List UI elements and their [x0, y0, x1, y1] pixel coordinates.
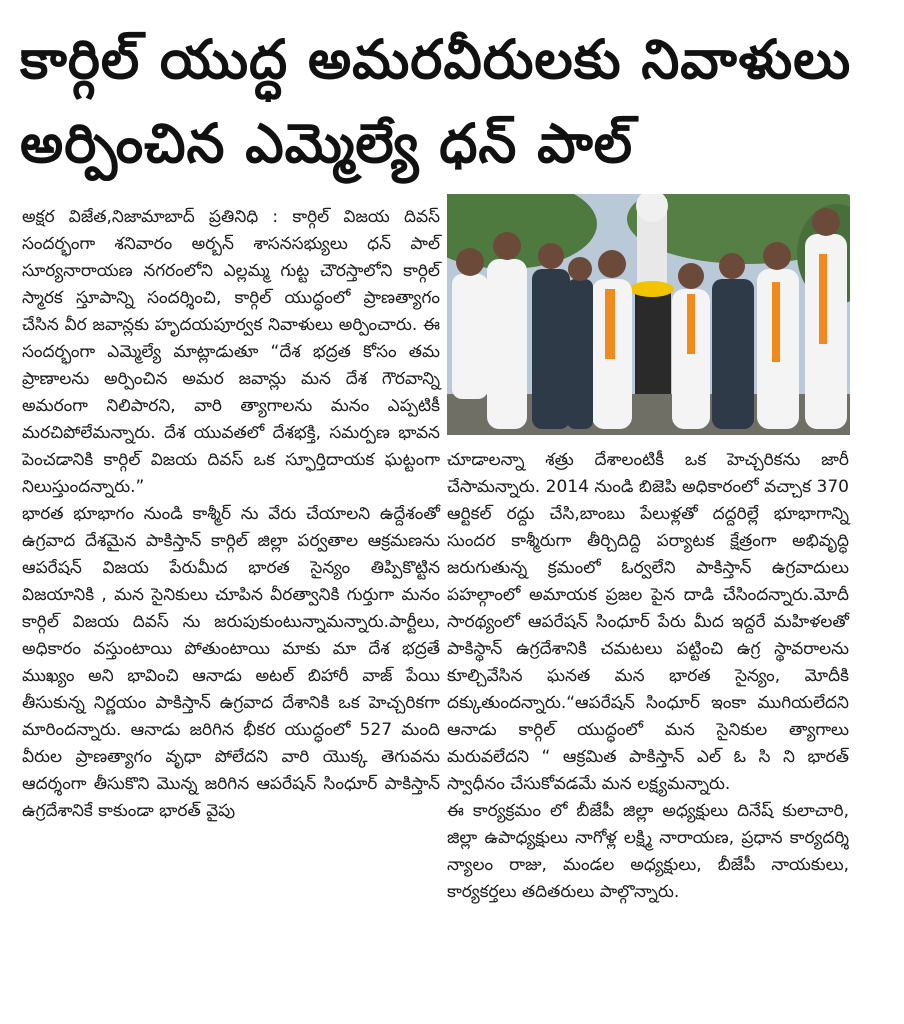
article-column-left: [22, 204, 440, 825]
event-photo: [447, 194, 850, 435]
event-photo-illustration: [447, 194, 850, 435]
article-paragraph: ఈ కార్యక్రమం లో బీజేపీ జిల్లా అధ్యక్షులు దినేష్ కులాచారి, జిల్లా ఉపాధ్యక్షులు నాగోళ్ల లక్ష్మి నారాయణ, ప్రధాన కార్యదర్శి న్యాలం రాజు, మండల అధ్యక్షులు, బీజేపీ నాయకులు, కార్యకర్తలు తదితరులు పాల్గొన్నారు.: [447, 801, 849, 902]
headline-line-1: కార్గిల్ యుద్ధ అమరవీరులకు నివాళులు: [20, 28, 852, 91]
headline-line-2: అర్పించిన ఎమ్మెల్యే ధన్ పాల్: [20, 112, 634, 175]
article-paragraph: భారత భూభాగం నుండి కాశ్మీర్ ను వేరు చేయాలని ఉద్దేశంతో ఉగ్రవాద దేశమైన పాకిస్తాన్ కార్గిల్ జిల్లా పర్వతాల ఆక్రమణను ఆపరేషన్ విజయ పేరుమీద భారత సైన్యం తిప్పికొట్టిన విజయానికి , మన సైనికులు చూపిన వీరత్వానికి గుర్తుగా మనం కార్గిల్ విజయ దివస్ ను జరుపుకుంటున్నామన్నారు.పార్టీలు, అధికారం వస్తుంటాయి పోతుంటాయి మాకు మా దేశ భద్రతే ముఖ్యం అని భావించి ఆనాడు అటల్ బిహారీ వాజ్ పేయి తీసుకున్న నిర్ణయం పాకిస్తాన్ ఉగ్రవాద దేశానికి ఒక హెచ్చరికగా మారిందన్నారు. ఆనాడు జరిగిన భీకర యుద్ధంలో 527 మంది వీరుల ప్రాణత్యాగం వృధా పోలేదని వారి యొక్క తెగువను ఆదర్శంగా తీసుకొని మొన్న జరిగిన ఆపరేషన్ సింధూర్ పాకిస్తాన్ ఉగ్రదేశానికే కాకుండా భారత్ వైపు: [22, 504, 440, 821]
headline: [20, 18, 890, 186]
article-paragraph: చూడాలన్నా శత్రు దేశాలంటికీ ఒక హెచ్చరికను జారీ చేసామన్నారు. 2014 నుండి బిజెపి అధికారంలో వచ్చాక 370 ఆర్టికల్ రద్దు చేసి,బాంబు పేలుళ్లతో దద్దరిల్లే భూభాగాన్ని సుందర కాశ్మీరుగా తీర్చిదిద్ది పర్యాటక క్షేత్రంగా అభివృద్ధి జరుగుతున్న క్రమంలో ఓర్వలేని పాకిస్తాన్ ఉగ్రవాదులు పహల్గాంలో అమాయక ప్రజల పైన దాడి చేసిందన్నారు.మోదీ సారథ్యంలో ఆపరేషన్ సింధూర్ పేరు మీద ఇద్దరే మహిళలతో పాకిస్థాన్ ఉగ్రదేశానికి చమటలు పట్టించి ఉగ్ర స్థావరాలను కూల్చివేసిన ఘనత మన భారత సైన్యం, మోదీకి దక్కుతుందన్నారు.“ఆపరేషన్ సింధూర్ ఇంకా ముగియలేదని ఆనాడు కార్గిల్ యుద్ధంలో మన సైనికుల త్యాగాలు మరువలేదని “ ఆక్రమిత పాకిస్తాన్ ఎల్ ఓ సి ని భారత్ స్వాధీనం చేసుకోవడమే మన లక్ష్యమన్నారు.: [447, 450, 849, 794]
article-paragraph: అక్షర విజేత,నిజామాబాద్ ప్రతినిధి : కార్గిల్ విజయ దివస్ సందర్భంగా శనివారం అర్బన్ శాసనసభ్యులు ధన్ పాల్ సూర్యనారాయణ నగరంలోని ఎల్లమ్మ గుట్ట చౌరస్తాలోని కార్గిల్ స్మారక స్తూపాన్ని సందర్శించి, కార్గిల్ యుద్ధంలో ప్రాణత్యాగం చేసిన వీర జవాన్లకు హృదయపూర్వక నివాళులు అర్పించారు. ఈ సందర్భంగా ఎమ్మెల్యే మాట్లాడుతూ “దేశ భద్రత కోసం తమ ప్రాణాలను అర్పించిన అమర జవాన్లు మన దేశ గౌరవాన్ని అమరంగా నిలిపారని, వారి త్యాగాలను మనం ఎప్పటికీ మరచిపోలేమన్నారు. దేశ యువతలో దేశభక్తి, సమర్పణ భావన పెంచడానికి కార్గిల్ విజయ దివస్ ఒక స్ఫూర్తిదాయక ఘట్టంగా నిలుస్తుందన్నారు.”: [22, 207, 440, 497]
article-column-right: [447, 447, 849, 906]
